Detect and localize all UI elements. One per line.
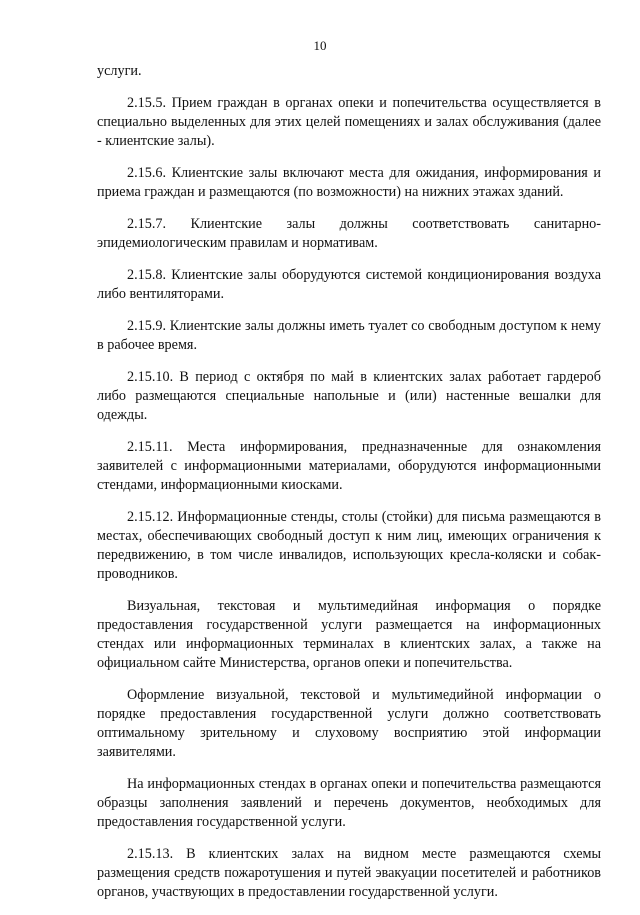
paragraph-2-15-5: 2.15.5. Прием граждан в органах опеки и попечительства осуществляется в специально выделенных для этих целей помещениях и залах обслуживания (далее - клиентские залы).: [97, 95, 601, 149]
paragraph-2-15-13: 2.15.13. В клиентских залах на видном месте размещаются схемы размещения средств пожаротушения и путей эвакуации посетителей и работников органов, участвующих в предоставлении государственной услуги.: [97, 846, 601, 900]
paragraph-info-design: Оформление визуальной, текстовой и мультимедийной информации о порядке предоставления государственной услуги должно соответствовать оптимальному зрительному и слуховому восприятию этой информации заявителями.: [97, 687, 601, 760]
paragraph-continuation: услуги.: [97, 63, 142, 79]
paragraph-2-15-7: 2.15.7. Клиентские залы должны соответствовать санитарно-эпидемиологическим правилам и нормативам.: [97, 216, 601, 251]
paragraph-2-15-8: 2.15.8. Клиентские залы оборудуются системой кондиционирования воздуха либо вентиляторами.: [97, 267, 601, 302]
paragraph-2-15-11: 2.15.11. Места информирования, предназначенные для ознакомления заявителей с информационными материалами, оборудуются информационными стендами, информационными киосками.: [97, 439, 601, 493]
page-number: 10: [313, 38, 327, 53]
paragraph-2-15-10: 2.15.10. В период с октября по май в клиентских залах работает гардероб либо размещаются специальные напольные и (или) настенные вешалки для одежды.: [97, 369, 601, 423]
document-body: [97, 62, 601, 915]
paragraph-2-15-12: 2.15.12. Информационные стенды, столы (стойки) для письма размещаются в местах, обеспечивающих свободный доступ к ним лиц, имеющих ограничения к передвижению, в том числе инвалидов, использующих кресла-коляски и собак-проводников.: [97, 509, 601, 582]
paragraph-2-15-9: 2.15.9. Клиентские залы должны иметь туалет со свободным доступом к нему в рабочее время.: [97, 318, 601, 353]
paragraph-2-15-6: 2.15.6. Клиентские залы включают места для ожидания, информирования и приема граждан и размещаются (по возможности) на нижних этажах зданий.: [97, 165, 601, 200]
paragraph-info-stands: На информационных стендах в органах опеки и попечительства размещаются образцы заполнения заявлений и перечень документов, необходимых для предоставления государственной услуги.: [97, 776, 601, 830]
paragraph-visual-info: Визуальная, текстовая и мультимедийная информация о порядке предоставления государственной услуги размещается на информационных стендах или информационных терминалах в клиентских залах, а также на официальном сайте Министерства, органов опеки и попечительства.: [97, 598, 601, 671]
